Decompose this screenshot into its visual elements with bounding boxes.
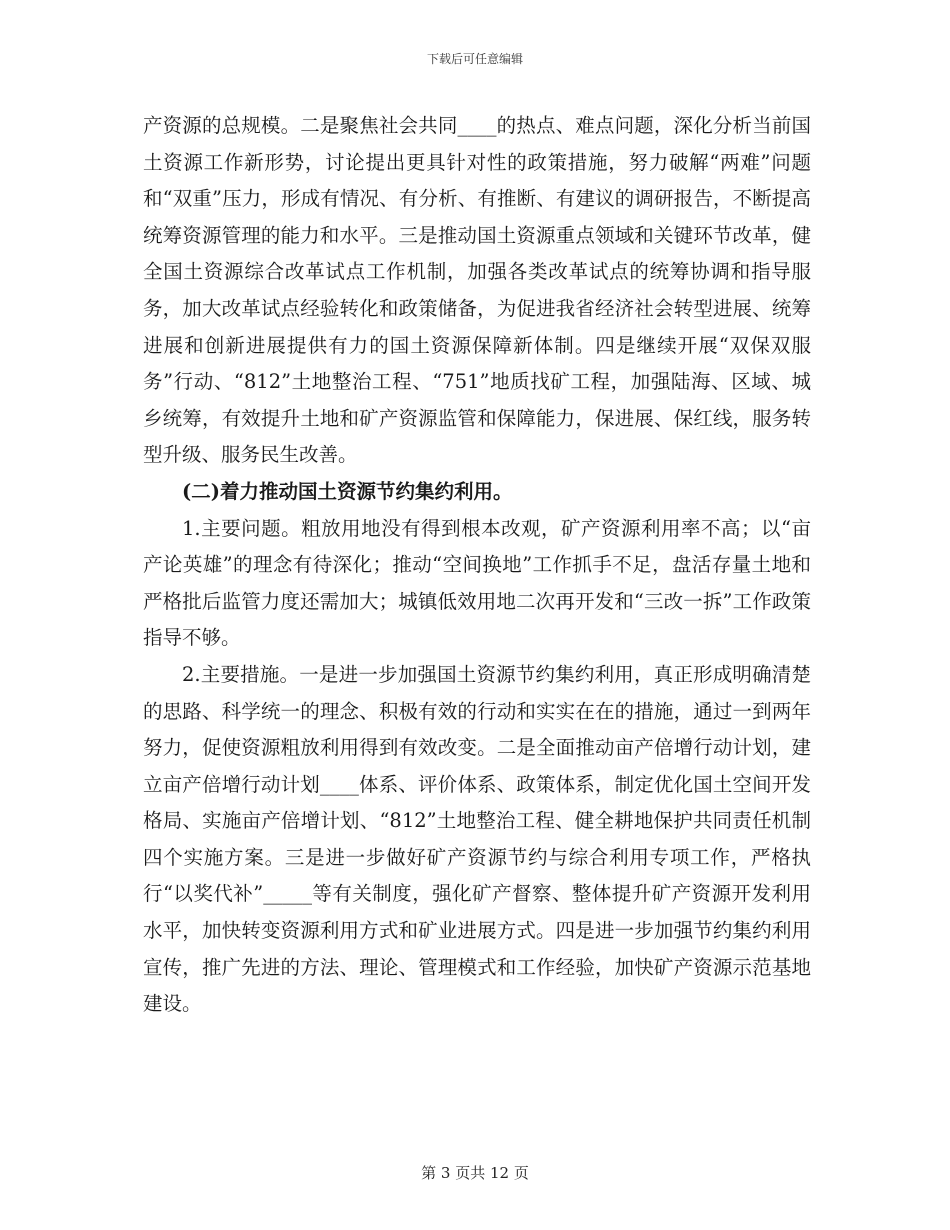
document-body xyxy=(143,108,811,1023)
paragraph-continuation: 产资源的总规模。二是聚焦社会共同____的热点、难点问题，深化分析当前国土资源工作新形势，讨论提出更具针对性的政策措施，努力破解“两难”问题和“双重”压力，形成有情况、有分析、有推断、有建议的调研报告，不断提高统筹资源管理的能力和水平。三是推动国土资源重点领域和关键环节改革，健全国土资源综合改革试点工作机制，加强各类改革试点的统筹协调和指导服务，加大改革试点经验转化和政策储备，为促进我省经济社会转型进展、统筹进展和创新进展提供有力的国土资源保障新体制。四是继续开展“双保双服务”行动、“812”土地整治工程、“751”地质找矿工程，加强陆海、区域、城乡统筹，有效提升土地和矿产资源监管和保障能力，保进展、保红线，服务转型升级、服务民生改善。 xyxy=(143,114,811,467)
page-footer: 第 3 页共 12 页 xyxy=(421,1164,529,1182)
paragraph-main-problems: 1.主要问题。粗放用地没有得到根本改观，矿产资源利用率不高；以“亩产论英雄”的理念有待深化；推动“空间换地”工作抓手不足，盘活存量土地和严格批后监管力度还需加大；城镇低效用地二次再开发和“三改一拆”工作政策指导不够。 xyxy=(143,516,811,650)
page-header: 下载后可任意编辑 xyxy=(426,52,523,66)
paragraph-main-measures: 2.主要措施。一是进一步加强国土资源节约集约利用，真正形成明确清楚的思路、科学统一的理念、积极有效的行动和实实在在的措施，通过一到两年努力，促使资源粗放利用得到有效改变。二是全面推动亩产倍增行动计划，建立亩产倍增行动计划____体系、评价体系、政策体系，制定优化国土空间开发格局、实施亩产倍增计划、“812”土地整治工程、健全耕地保护共同责任机制四个实施方案。三是进一步做好矿产资源节约与综合利用专项工作，严格执行“以奖代补”_____等有关制度，强化矿产督察、整体提升矿产资源开发利用水平，加快转变资源利用方式和矿业进展方式。四是进一步加强节约集约利用宣传，推广先进的方法、理论、管理模式和工作经验，加快矿产资源示范基地建设。 xyxy=(143,662,811,1016)
section-heading: (二)着力推动国土资源节约集约利用。 xyxy=(182,479,513,503)
